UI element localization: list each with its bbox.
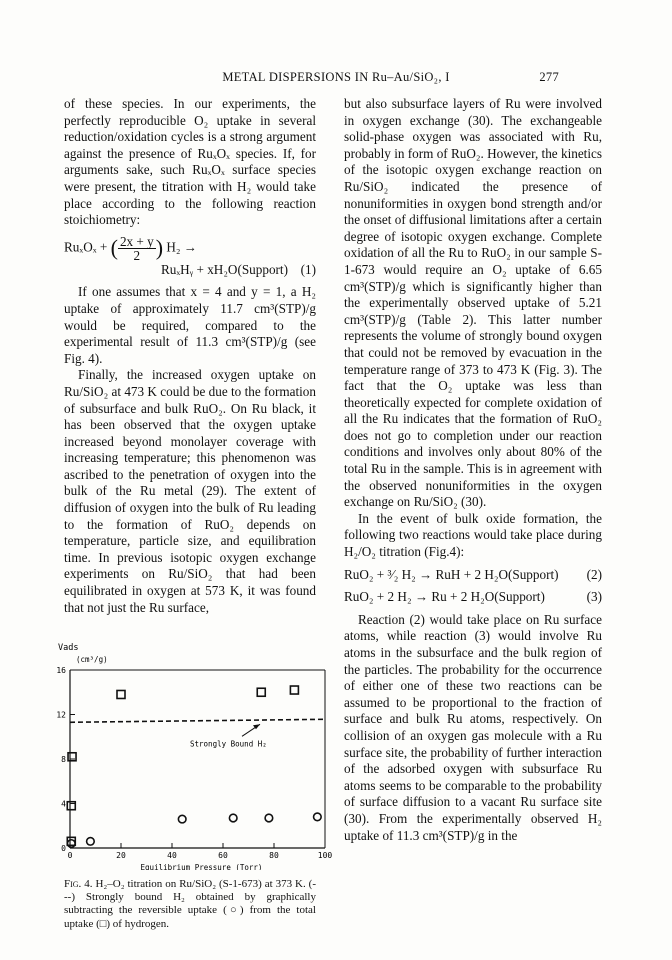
x-tick-label: 20 <box>116 851 126 860</box>
reversible-uptake-point <box>265 814 273 822</box>
running-title: METAL DISPERSIONS IN Ru–Au/SiO₂, I <box>222 70 450 84</box>
equation-3 <box>344 589 602 606</box>
reversible-uptake-point <box>67 840 75 848</box>
eq3-number: (3) <box>586 589 602 605</box>
page-number: 277 <box>539 70 559 84</box>
strongly-bound-annotation: Strongly Bound H₂ <box>190 739 267 749</box>
y-axis-label: Vads <box>58 643 79 653</box>
y-tick-label: 0 <box>61 844 66 853</box>
caption-label: Fig. 4. <box>64 878 93 890</box>
eq1-rhs: RuₓHᵧ + xH₂O(Support) <box>160 261 288 277</box>
right-column <box>344 96 602 844</box>
reversible-uptake-point <box>178 815 186 823</box>
x-tick-label: 0 <box>67 851 73 860</box>
eq3-body: RuO₂ + 2 H₂ → Ru + 2 H₂O(Support) <box>344 589 545 605</box>
eq2-number: (2) <box>586 566 602 582</box>
reversible-uptake-point <box>314 813 322 821</box>
y-tick-label: 12 <box>56 710 66 720</box>
equation-1: RuₓOₓ + ( $\frac{2x + y}{2}$ ) H₂ → RuₓHᵧ + xH₂O(Support) (1) <box>64 233 316 277</box>
strongly-bound-line <box>70 719 325 722</box>
eq1-lhs-b: H₂ → <box>166 239 197 255</box>
total-uptake-point <box>67 802 75 810</box>
x-tick-label: 40 <box>167 851 177 860</box>
left-column <box>64 96 316 616</box>
eq1-fraction <box>118 235 156 262</box>
figure-caption <box>64 878 316 931</box>
eq1-number: (1) <box>300 261 316 277</box>
total-uptake-point <box>257 688 265 696</box>
reversible-uptake-point <box>229 814 237 822</box>
eq1-frac-numerator: 2x + y <box>119 233 154 249</box>
figure-4 <box>50 640 340 870</box>
y-axis-unit: (cm³/g) <box>76 655 108 664</box>
x-tick-label: 80 <box>269 851 279 860</box>
running-head <box>0 70 672 88</box>
eq2-body: RuO₂ + ³⁄₂ H₂ → RuH + 2 H₂O(Support) <box>344 566 559 582</box>
right-paragraph-2: In the event of bulk oxide formation, the following two reactions would take place during H₂/O₂ titration (Fig.4): <box>344 510 602 560</box>
left-paragraph-1: of these species. In our experiments, the perfectly reproducible O₂ uptake in several reduction/oxidation cycles is a strong argument against the presence of RuₓOₓ species. If, for arguments sake, such RuₓOₓ surface species were present, the titration with H₂ would take place according to the following reaction stoichiometry: <box>64 96 316 228</box>
y-tick-label: 16 <box>56 666 66 675</box>
total-uptake-point <box>68 753 76 761</box>
figure-4-chart <box>50 640 340 870</box>
y-tick-label: 4 <box>61 799 66 809</box>
x-tick-label: 60 <box>218 851 228 860</box>
x-axis-label: Equilibrium Pressure (Torr) <box>140 863 263 870</box>
x-tick-label: 100 <box>317 851 333 860</box>
total-uptake-point <box>290 686 298 694</box>
total-uptake-point <box>117 690 125 698</box>
reversible-uptake-point <box>87 838 95 846</box>
right-paragraph-1: but also subsurface layers of Ru were involved in oxygen exchange (30). The exchangeable solid-phase oxygen was associated with Ru, probably in form of RuO₂. However, the kinetics of the isotopic oxygen exchange reaction on Ru/SiO₂ indicated the presence of nonuniformities in oxygen bond strength and/or the onset of diffusional limitations after a certain degree of isotopic oxygen exchange. Complete oxidation of all the Ru to RuO₂ in our sample S-1-673 would require an O₂ uptake of 6.65 cm³(STP)/g which is significantly higher than the experimentally observed uptake of 5.21 cm³(STP)/g (Table 2). This latter number represents the volume of strongly bound oxygen that could not be removed by evacuation in the temperature range of 373 to 473 K (Fig. 3). The fact that the O₂ uptake was less than theoretically expected for complete oxidation of all the Ru indicates that the formation of RuO₂ does not go to completion under our reaction conditions and involves only about 80% of the total Ru in the sample. This is in agreement with the observed nonuniformities in the oxygen exchange on Ru/SiO₂ (30). <box>344 96 602 510</box>
eq1-frac-denominator: 2 <box>133 247 141 263</box>
y-tick-label: 8 <box>61 755 66 764</box>
left-paragraph-2: If one assumes that x = 4 and y = 1, a H₂ uptake of approximately 11.7 cm³(STP)/g would be required, compared to the experimental result of 11.3 cm³(STP)/g (see Fig. 4). <box>64 284 316 366</box>
equation-2 <box>344 567 602 584</box>
eq1-lhs-a: RuₓOₓ + <box>64 239 108 255</box>
right-paragraph-3: Reaction (2) would take place on Ru surface atoms, while reaction (3) would involve Ru atoms in the subsurface and the bulk region of the particles. The probability for the occurrence of either one of these two reactions can be assumed to be proportional to the fraction of surface and bulk Ru atoms, respectively. On collision of an oxygen gas molecule with a Ru surface site, the probability of further interaction of the adsorbed oxygen with subsurface Ru atoms seems to be comparable to the probability of surface diffusion to a vacant Ru surface site (30). From the experimentally observed H₂ uptake of 11.3 cm³(STP)/g in the <box>344 611 602 843</box>
left-paragraph-3: Finally, the increased oxygen uptake on Ru/SiO₂ at 473 K could be due to the formation of subsurface and bulk RuO₂. On Ru black, it has been observed that the oxygen uptake increased beyond monolayer coverage with increasing temperature; this phenomenon was ascribed to the penetration of oxygen into the bulk of the Ru metal (29). The extent of diffusion of oxygen into the bulk of Ru leading to the formation of RuO₂ depends on temperature, particle size, and equilibration time. In previous isotopic oxygen exchange experiments on Ru/SiO₂ that had been equilibrated in oxygen at 573 K, it was found that not just the Ru surface, <box>64 367 316 615</box>
caption-text: H₂–O₂ titration on Ru/SiO₂ (S-1-673) at 373 K. (---) Strongly bound H₂ obtained by graphically subtracting the reversible uptake (○) from the total uptake (□) of hydrogen. <box>64 878 317 930</box>
